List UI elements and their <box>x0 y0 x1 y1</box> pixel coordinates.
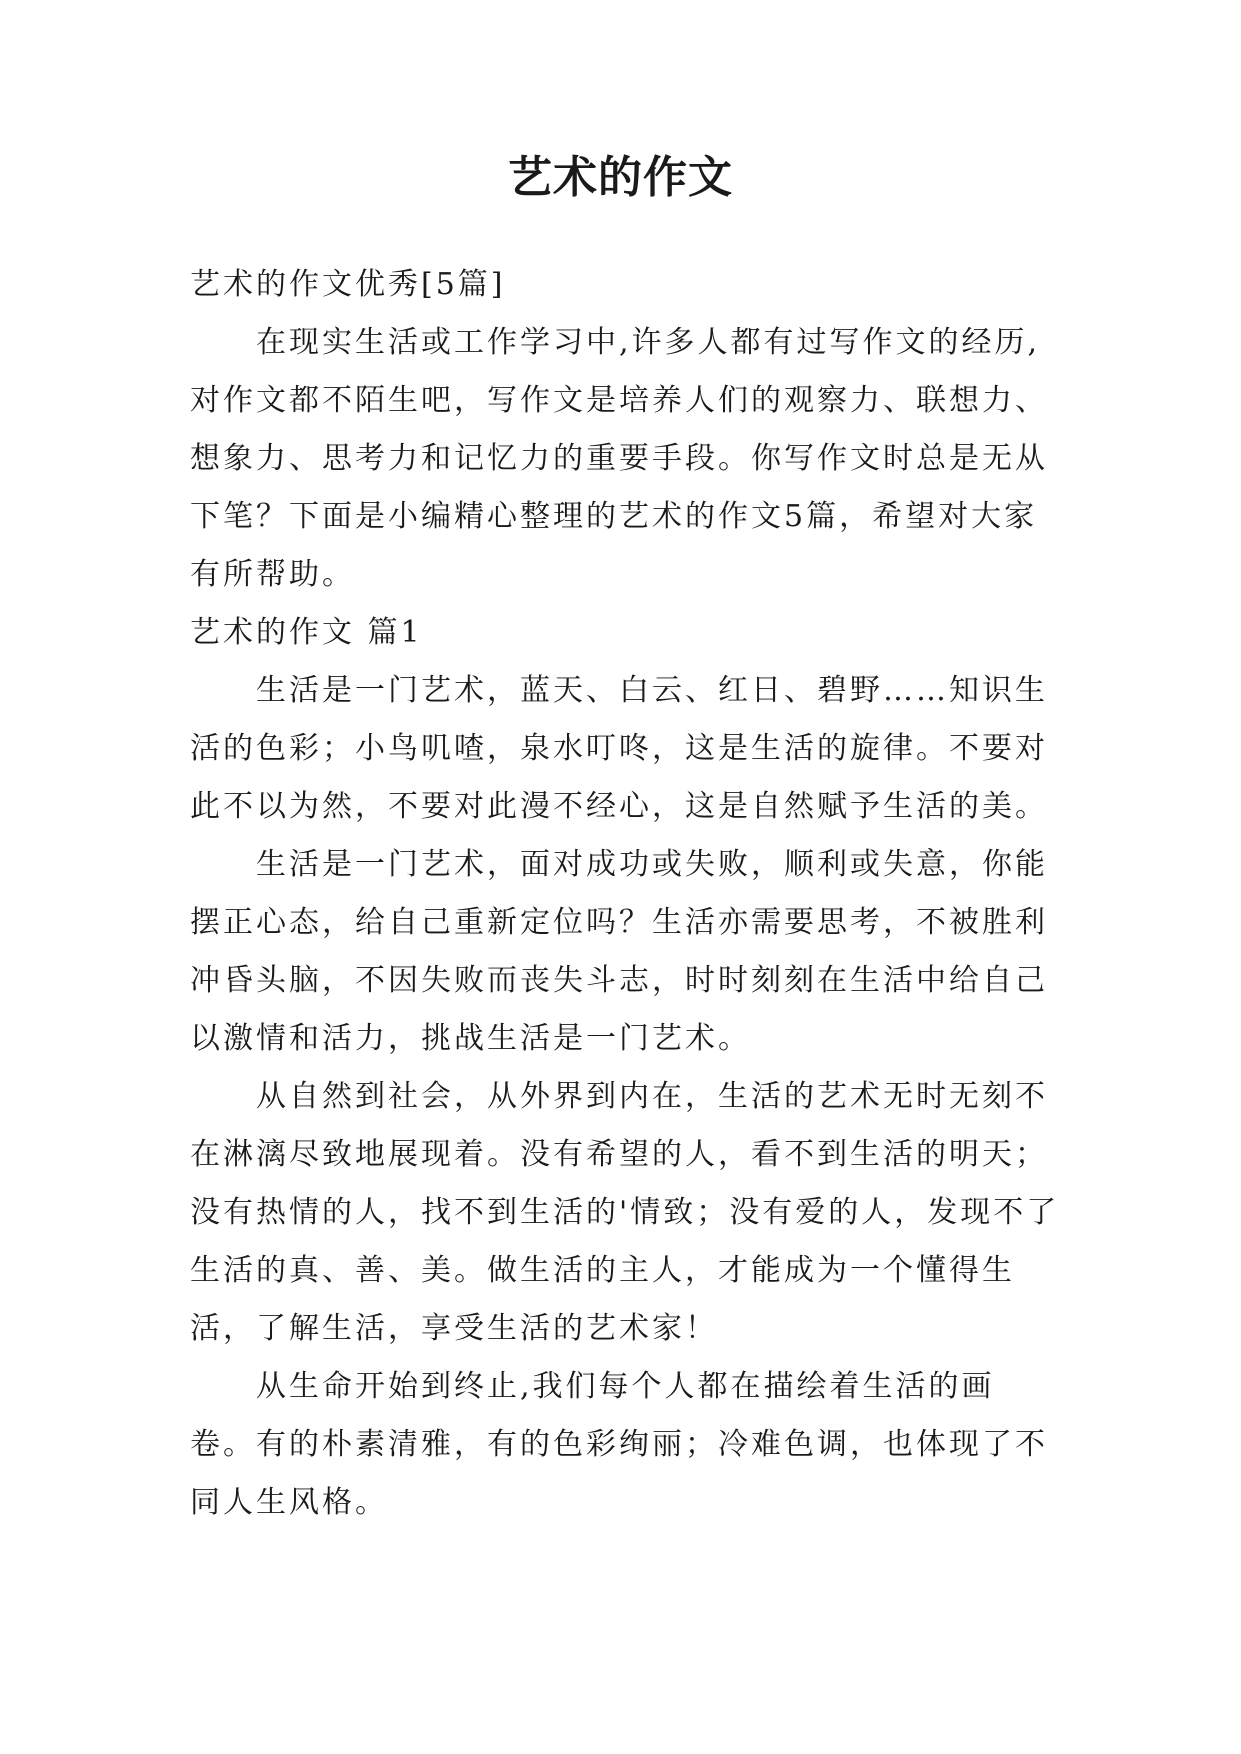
body-paragraph: 从自然到社会，从外界到内在，生活的艺术无时无刻不在淋漓尽致地展现着。没有希望的人，看不到生活的明天；没有热情的人，找不到生活的'情致；没有爱的人，发现不了生活的真、善、美。做生活的主人，才能成为一个懂得生活，了解生活，享受生活的艺术家！ <box>190 1079 1060 1346</box>
body-paragraph: 生活是一门艺术，蓝天、白云、红日、碧野……知识生活的色彩；小鸟叽喳，泉水叮咚，这是生活的旋律。不要对此不以为然，不要对此漫不经心，这是自然赋予生活的美。 <box>190 673 1048 824</box>
body-paragraph: 生活是一门艺术，面对成功或失败，顺利或失意，你能摆正心态，给自己重新定位吗？生活亦需要思考，不被胜利冲昏头脑，不因失败而丧失斗志，时时刻刻在生活中给自己以激情和活力，挑战生活是一门艺术。 <box>190 847 1048 1056</box>
body-paragraph: 从生命开始到终止,我们每个人都在描绘着生活的画卷。有的朴素清雅，有的色彩绚丽；冷难色调，也体现了不同人生风格。 <box>190 1369 1048 1520</box>
subtitle-line: 艺术的作文优秀[5篇] <box>190 267 506 302</box>
section-heading: 艺术的作文 篇1 <box>190 615 423 650</box>
intro-paragraph: 在现实生活或工作学习中,许多人都有过写作文的经历,对作文都不陌生吧，写作文是培养人们的观察力、联想力、想象力、思考力和记忆力的重要手段。你写作文时总是无从下笔？下面是小编精心整理的艺术的作文5篇，希望对大家有所帮助。 <box>190 325 1048 592</box>
document-body <box>190 256 1060 1532</box>
document-title: 艺术的作文 <box>508 152 733 203</box>
